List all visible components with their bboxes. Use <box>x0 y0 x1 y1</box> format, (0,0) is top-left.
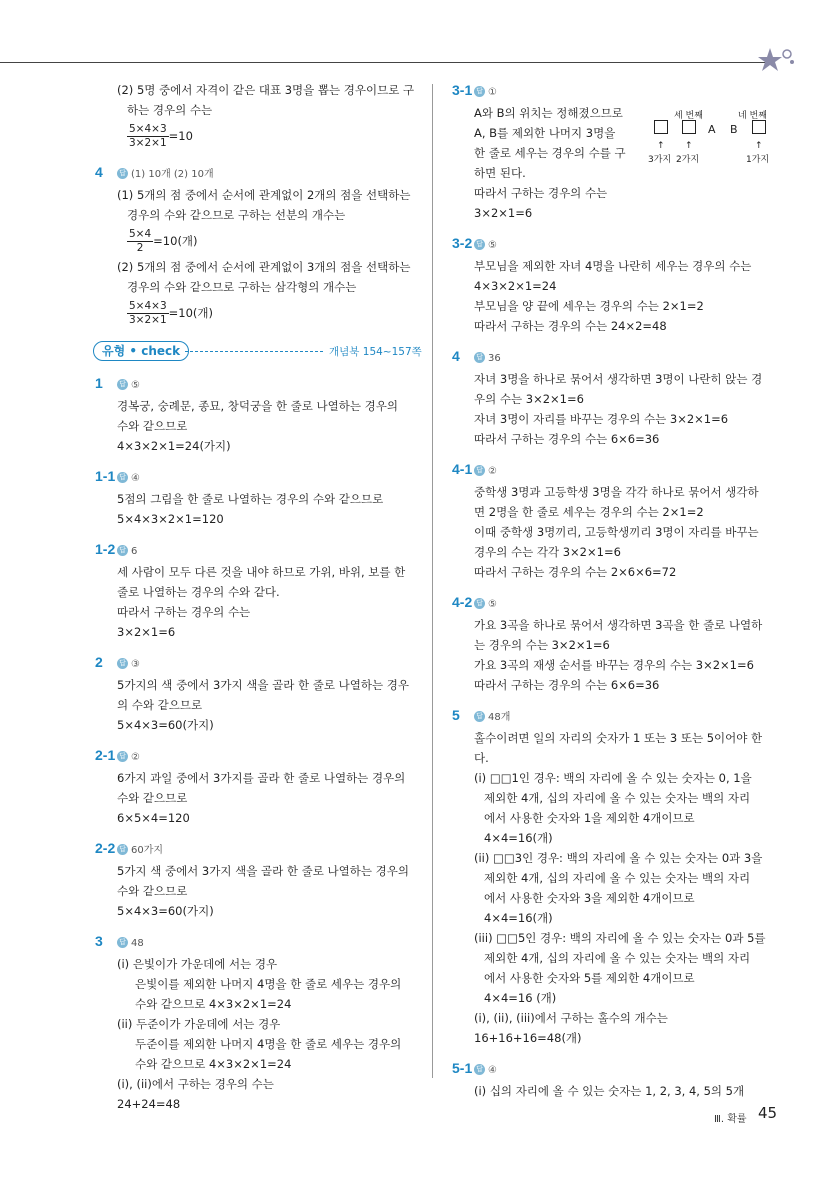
problem-3-2 <box>452 233 782 336</box>
problem-4-1 <box>452 459 782 582</box>
problem-number: 3-1 <box>452 82 473 98</box>
text-line: 하면 된다. <box>474 166 526 180</box>
empty-slot <box>752 120 766 134</box>
text-line: (ii) 두준이가 가운데에 서는 경우 <box>117 1017 281 1031</box>
text-line: 4×3×2×1=24 <box>474 279 557 293</box>
text-line: 하는 경우의 수는 <box>127 103 213 117</box>
problem-number: 2-1 <box>95 747 116 763</box>
text-line: 줄로 나열하는 경우의 수와 같다. <box>117 585 280 599</box>
text-line: 은빛이를 제외한 나머지 4명을 한 줄로 세우는 경우의 <box>135 977 402 991</box>
problem-4-right <box>452 346 782 449</box>
problem-number: 4 <box>95 164 103 180</box>
answer-icon: 답 <box>474 711 485 722</box>
text-line: 이때 중학생 3명끼리, 고등학생끼리 3명이 자리를 바꾸는 <box>474 525 759 539</box>
text-line: 자녀 3명이 자리를 바꾸는 경우의 수는 3×2×1=6 <box>474 412 729 426</box>
up-arrow-icon: ↑ <box>657 141 665 151</box>
problem-number: 3-2 <box>452 235 473 251</box>
text-line: 제외한 4개, 십의 자리에 올 수 있는 숫자는 백의 자리 <box>484 871 751 885</box>
problem-number: 2 <box>95 654 103 670</box>
solution-3-2-continued <box>95 80 420 152</box>
text-line: 부모님을 제외한 자녀 4명을 나란히 세우는 경우의 수는 <box>474 259 752 273</box>
text-line: 경우의 수는 각각 3×2×1=6 <box>474 545 621 559</box>
answer-icon: 답 <box>474 1064 485 1075</box>
text-line: 5×4×3=60(가지) <box>117 718 214 732</box>
text-line: 두준이를 제외한 나머지 4명을 한 줄로 세우는 경우의 <box>135 1037 402 1051</box>
dashed-divider <box>185 351 323 352</box>
text-line: 5점의 그림을 한 줄로 나열하는 경우의 수와 같으므로 <box>117 492 384 506</box>
answer: ⑤ <box>488 240 497 251</box>
text-line: 4×4=16(개) <box>484 911 553 925</box>
text-line: 자녀 3명을 하나로 묶어서 생각하면 3명이 나란히 앉는 경 <box>474 372 763 386</box>
text-line: 경우의 수와 같으므로 구하는 삼각형의 개수는 <box>127 280 357 294</box>
answer-icon: 답 <box>117 751 128 762</box>
text-line: 에서 사용한 숫자와 3을 제외한 4개이므로 <box>484 891 695 905</box>
text-line: (ii) □□3인 경우: 백의 자리에 올 수 있는 숫자는 0과 3을 <box>474 851 763 865</box>
answer-icon: 답 <box>117 545 128 556</box>
empty-slot <box>654 120 668 134</box>
answer: ⑤ <box>488 599 497 610</box>
text-line: 4×4=16 (개) <box>484 991 557 1005</box>
arrangement-diagram <box>648 106 778 166</box>
text-line: 다. <box>474 751 489 765</box>
answer: ④ <box>131 473 140 484</box>
text-line: 5가지 색 중에서 3가지 색을 골라 한 줄로 나열하는 경우의 <box>117 864 409 878</box>
text-line: (2) 5개의 점 중에서 순서에 관계없이 3개의 점을 선택하는 <box>117 260 411 274</box>
text-line: 한 줄로 세우는 경우의 수를 구 <box>474 146 626 160</box>
text-line: 부모님을 양 끝에 세우는 경우의 수는 2×1=2 <box>474 299 704 313</box>
text-line: 세 사람이 모두 다른 것을 내야 하므로 가위, 바위, 보를 한 <box>117 565 406 579</box>
text-line: (2) 5명 중에서 자격이 같은 대표 3명을 뽑는 경우이므로 구 <box>117 83 415 97</box>
page-reference: 개념북 154~157쪽 <box>329 346 422 358</box>
text-line: 4×3×2×1=24(가지) <box>117 439 231 453</box>
problem-number: 1-2 <box>95 541 116 557</box>
diagram-count: 3가지 <box>648 155 672 165</box>
up-arrow-icon: ↑ <box>755 141 763 151</box>
answer: (1) 10개 (2) 10개 <box>131 169 214 180</box>
text-line: 가요 3곡을 하나로 묶어서 생각하면 3곡을 한 줄로 나열하 <box>474 618 763 632</box>
text-line: 16+16+16=48(개) <box>474 1031 582 1045</box>
fraction-line: $\frac{5\times 4\times 3}{3\times 2\times 1}$ =10 <box>129 122 193 149</box>
text-line: (i) 십의 자리에 올 수 있는 숫자는 1, 2, 3, 4, 5의 5개 <box>474 1084 745 1098</box>
answer-icon: 답 <box>474 465 485 476</box>
text-line: 제외한 4개, 십의 자리에 올 수 있는 숫자는 백의 자리 <box>484 791 751 805</box>
text-line: 경우의 수와 같으므로 구하는 선분의 개수는 <box>127 208 346 222</box>
problem-4 <box>95 162 420 329</box>
text-line: 3×2×1=6 <box>117 625 176 639</box>
answer-icon: 답 <box>117 168 128 179</box>
star-icon <box>752 44 798 76</box>
header-rule <box>0 62 768 63</box>
answer-icon: 답 <box>474 598 485 609</box>
answer: 36 <box>488 353 501 364</box>
text-line: (iii) □□5인 경우: 백의 자리에 올 수 있는 숫자는 0과 5를 <box>474 931 766 945</box>
problem-1-1 <box>95 466 420 529</box>
answer: ③ <box>131 659 140 670</box>
problem-number: 1-1 <box>95 468 116 484</box>
fraction: $\frac{5\times 4\times 3}{3\times 2\times 1}$ <box>129 299 167 326</box>
answer: ② <box>488 466 497 477</box>
text-line: 따라서 구하는 경우의 수는 6×6=36 <box>474 432 660 446</box>
fraction-line: $\frac{5\times 4}{2}$ =10(개) <box>129 227 198 254</box>
text-line: 수와 같으므로 4×3×2×1=24 <box>135 997 292 1011</box>
up-arrow-icon: ↑ <box>685 141 693 151</box>
problem-3-1 <box>452 80 782 223</box>
answer-icon: 답 <box>117 472 128 483</box>
problem-5-1 <box>452 1058 782 1101</box>
answer-icon: 답 <box>474 352 485 363</box>
fraction-line: $\frac{5\times 4\times 3}{3\times 2\times 1}$ =10(개) <box>129 299 213 326</box>
text-line: 따라서 구하는 경우의 수는 6×6=36 <box>474 678 660 692</box>
text-line: 따라서 구하는 경우의 수는 <box>474 186 608 200</box>
text-line: A, B를 제외한 나머지 3명을 <box>474 126 616 140</box>
text-line: (i) □□1인 경우: 백의 자리에 올 수 있는 숫자는 0, 1을 <box>474 771 752 785</box>
problem-2-1 <box>95 745 420 828</box>
section-label: 유형 • check <box>93 341 189 361</box>
text-line: (i) 은빛이가 가운데에 서는 경우 <box>117 957 278 971</box>
problem-number: 3 <box>95 933 103 949</box>
text-line: 홀수이려면 일의 자리의 숫자가 1 또는 3 또는 5이어야 한 <box>474 731 763 745</box>
text-line: 수와 같으므로 4×3×2×1=24 <box>135 1057 292 1071</box>
chapter-label: Ⅲ. 확률 <box>714 1114 747 1125</box>
text-line: 5×4×3×2×1=120 <box>117 512 224 526</box>
answer: ⑤ <box>131 380 140 391</box>
answer-icon: 답 <box>117 379 128 390</box>
problem-5 <box>452 705 782 1048</box>
right-column <box>452 80 782 1111</box>
problem-2-2 <box>95 838 420 921</box>
text-line: 수와 같으므로 <box>117 419 188 433</box>
section-header-check <box>93 339 420 365</box>
problem-1 <box>95 373 420 456</box>
diagram-label: 세 번째 <box>674 111 703 121</box>
text-line: 에서 사용한 숫자와 5를 제외한 4개이므로 <box>484 971 695 985</box>
problem-2 <box>95 652 420 735</box>
text-line: 는 경우의 수는 3×2×1=6 <box>474 638 610 652</box>
answer: 60가지 <box>131 845 164 856</box>
answer: 48개 <box>488 712 511 723</box>
text-line: 5가지의 색 중에서 3가지 색을 골라 한 줄로 나열하는 경우 <box>117 678 409 692</box>
answer-icon: 답 <box>474 239 485 250</box>
answer-icon: 답 <box>117 844 128 855</box>
text-line: 4×4=16(개) <box>484 831 553 845</box>
fraction: $\frac{5\times 4\times 3}{3\times 2\times 1}$ <box>129 122 167 149</box>
text-line: A와 B의 위치는 정해졌으므로 <box>474 106 623 120</box>
text-line: 제외한 4개, 십의 자리에 올 수 있는 숫자는 백의 자리 <box>484 951 751 965</box>
problem-number: 5 <box>452 707 460 723</box>
text-line: 5×4×3=60(가지) <box>117 904 214 918</box>
text-line: 따라서 구하는 경우의 수는 <box>117 605 251 619</box>
text-line: 6가지 과일 중에서 3가지를 골라 한 줄로 나열하는 경우의 <box>117 771 406 785</box>
problem-number: 4-1 <box>452 461 473 477</box>
empty-slot <box>682 120 696 134</box>
problem-3 <box>95 931 420 1114</box>
problem-1-2 <box>95 539 420 642</box>
text-line: 따라서 구하는 경우의 수는 24×2=48 <box>474 319 667 333</box>
text-line: 우의 수는 3×2×1=6 <box>474 392 584 406</box>
text-line: (i), (ii)에서 구하는 경우의 수는 <box>117 1077 274 1091</box>
text-line: 의 수와 같으므로 <box>117 698 203 712</box>
text-line: 가요 3곡의 재생 순서를 바꾸는 경우의 수는 3×2×1=6 <box>474 658 754 672</box>
problem-number: 4-2 <box>452 594 473 610</box>
problem-number: 1 <box>95 375 103 391</box>
answer: ② <box>131 752 140 763</box>
page-number: 45 <box>758 1104 778 1122</box>
text-line: 경복궁, 숭례문, 종묘, 창덕궁을 한 줄로 나열하는 경우의 <box>117 399 398 413</box>
diagram-count: 2가지 <box>676 155 700 165</box>
answer-icon: 답 <box>117 937 128 948</box>
text-line: 수와 같으므로 <box>117 884 188 898</box>
problem-number: 4 <box>452 348 460 364</box>
answer: 6 <box>131 546 138 557</box>
diagram-count: 1가지 <box>746 155 770 165</box>
diagram-label: 네 번째 <box>738 111 767 121</box>
text-line: 3×2×1=6 <box>474 206 533 220</box>
answer: ④ <box>488 1065 497 1076</box>
answer-icon: 답 <box>474 86 485 97</box>
slot-b: B <box>730 123 738 136</box>
answer: ① <box>488 87 497 98</box>
problem-number: 2-2 <box>95 840 116 856</box>
text-line: (i), (ii), (iii)에서 구하는 홀수의 개수는 <box>474 1011 668 1025</box>
text-line: 6×5×4=120 <box>117 811 190 825</box>
text-line: 따라서 구하는 경우의 수는 2×6×6=72 <box>474 565 677 579</box>
text-line: (1) 5개의 점 중에서 순서에 관계없이 2개의 점을 선택하는 <box>117 188 411 202</box>
slot-a: A <box>708 123 716 136</box>
answer-icon: 답 <box>117 658 128 669</box>
text-line: 에서 사용한 숫자와 1을 제외한 4개이므로 <box>484 811 695 825</box>
problem-4-2 <box>452 592 782 695</box>
problem-number: 5-1 <box>452 1060 473 1076</box>
left-column <box>95 80 420 1124</box>
text-line: 중학생 3명과 고등학생 3명을 각각 하나로 묶어서 생각하 <box>474 485 759 499</box>
fraction: $\frac{5\times 4}{2}$ <box>129 227 152 254</box>
text-line: 수와 같으므로 <box>117 791 188 805</box>
answer: 48 <box>131 938 144 949</box>
text-line: 면 2명을 한 줄로 세우는 경우의 수는 2×1=2 <box>474 505 704 519</box>
column-divider <box>432 84 433 1078</box>
text-line: 24+24=48 <box>117 1097 181 1111</box>
